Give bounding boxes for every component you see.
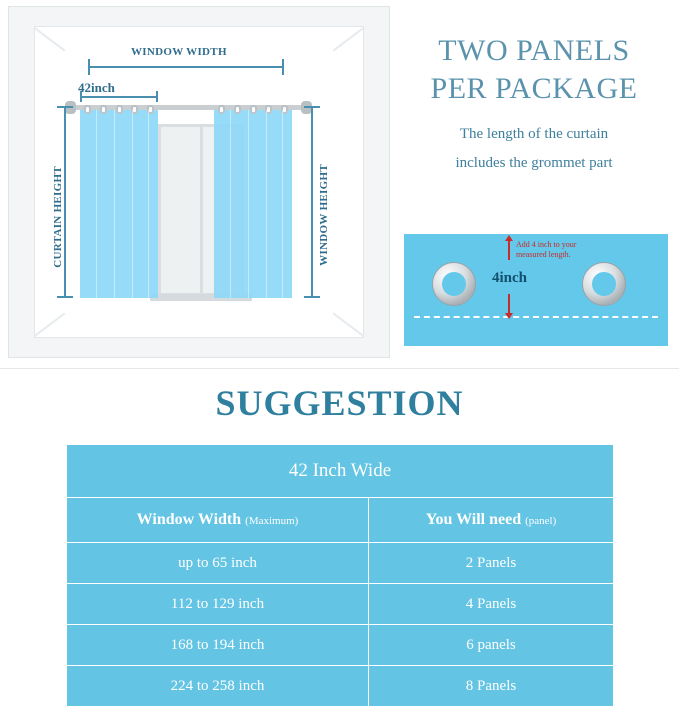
section-divider <box>0 368 679 369</box>
red-arrow-up-icon <box>508 240 510 260</box>
red-note-line-2: measured length. <box>516 250 571 259</box>
window-width-tick-right <box>282 59 284 75</box>
right-column <box>396 10 672 358</box>
curtain-fold <box>96 110 97 298</box>
curtain-fold <box>266 110 267 298</box>
table-row <box>67 666 614 707</box>
grommet-detail-icon-right <box>582 262 626 306</box>
headline-line-1: TWO PANELS <box>438 34 630 67</box>
curtain-fold <box>248 110 249 298</box>
curtain-fold <box>230 110 231 298</box>
cell-panels: 2 Panels <box>368 543 613 584</box>
suggestion-title: SUGGESTION <box>215 383 464 423</box>
cell-panels: 8 Panels <box>368 666 613 707</box>
subtext-line-2: includes the grommet part <box>455 155 613 171</box>
table-row <box>67 625 614 666</box>
table-title-cell: 42 Inch Wide <box>67 445 614 498</box>
corner-line-top-left <box>34 27 66 51</box>
grommet-icon <box>100 105 107 114</box>
window-height-dimension-line <box>311 106 313 298</box>
cell-window-width: 224 to 258 inch <box>67 666 369 707</box>
grommet-detail-icon-left <box>432 262 476 306</box>
corner-line-top-right <box>333 27 365 51</box>
table-header-row <box>67 498 614 543</box>
grommet-row-right <box>218 105 288 114</box>
panel-width-label: 42inch <box>78 80 115 95</box>
curtain-panel-right <box>214 110 292 298</box>
header-small-text: (Maximum) <box>245 515 299 527</box>
window-height-tick-top <box>304 106 320 108</box>
grommet-icon <box>116 105 123 114</box>
curtain-fold <box>114 110 115 298</box>
grommet-row-left <box>84 105 154 114</box>
cell-panels: 6 panels <box>368 625 613 666</box>
curtain-fold <box>282 110 283 298</box>
grommet-icon <box>250 105 257 114</box>
window-width-label: WINDOW WIDTH <box>131 46 227 58</box>
grommet-icon <box>234 105 241 114</box>
cell-window-width: 168 to 194 inch <box>67 625 369 666</box>
header-main-text: You Will need <box>425 511 522 528</box>
corner-line-bottom-right <box>333 313 365 337</box>
grommet-icon <box>84 105 91 114</box>
window-height-label: WINDOW HEIGHT <box>318 164 330 266</box>
grommet-icon <box>218 105 225 114</box>
window-height-tick-bottom <box>304 296 320 298</box>
red-note <box>516 240 576 260</box>
measurement-dashed-line <box>414 316 658 318</box>
curtain-fold <box>148 110 149 298</box>
subtext-line-1: The length of the curtain <box>459 126 609 142</box>
curtain-height-dimension-line <box>64 106 66 298</box>
grommet-detail-panel <box>404 234 668 346</box>
suggestion-table <box>66 444 614 707</box>
header-main-text: Window Width <box>136 511 242 528</box>
headline-line-2: PER PACKAGE <box>430 72 638 105</box>
table-header-panels-needed <box>368 498 613 543</box>
curtain-height-label: CURTAIN HEIGHT <box>52 166 64 268</box>
curtain-fold <box>132 110 133 298</box>
table-row <box>67 584 614 625</box>
room-illustration <box>8 6 390 358</box>
cell-panels: 4 Panels <box>368 584 613 625</box>
red-note-line-1: Add 4 inch to your <box>516 240 577 249</box>
headline <box>396 32 672 108</box>
cell-window-width: up to 65 inch <box>67 543 369 584</box>
curtain-panel-left <box>80 110 158 298</box>
header-small-text: (panel) <box>525 515 557 527</box>
table-title-row <box>67 445 614 498</box>
curtain-height-tick-bottom <box>57 296 73 298</box>
window-width-tick-left <box>88 59 90 75</box>
corner-line-bottom-left <box>34 313 66 337</box>
red-arrow-down-icon <box>508 294 510 314</box>
table-header-window-width <box>67 498 369 543</box>
panel-width-dimension-line <box>80 96 158 98</box>
curtain-height-tick-top <box>57 106 73 108</box>
table-row <box>67 543 614 584</box>
cell-window-width: 112 to 129 inch <box>67 584 369 625</box>
window-width-dimension-line <box>88 66 284 68</box>
four-inch-label: 4inch <box>492 270 528 286</box>
panel-width-tick-right <box>156 91 158 102</box>
